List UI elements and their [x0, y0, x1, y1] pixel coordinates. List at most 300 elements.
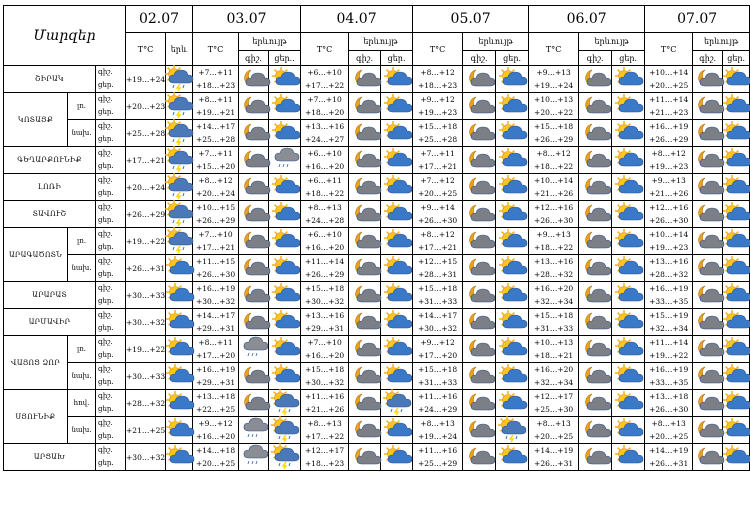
weather-icon: [693, 147, 723, 174]
moon-cloud-icon: [582, 230, 608, 252]
night-temp: +16…+19: [195, 284, 236, 293]
weather-icon: [693, 282, 723, 309]
table-row: [4, 363, 750, 390]
day-temp: +25…+30: [534, 405, 574, 414]
sun-cloud-icon: [384, 122, 410, 144]
moon-cloud-icon: [241, 122, 267, 144]
day-temp: +29…+31: [304, 324, 345, 333]
weather-icon: [349, 255, 381, 282]
table-row: [4, 417, 750, 444]
night-day-label: [96, 390, 126, 417]
sun-cloud-icon: [166, 392, 192, 414]
day-temp: +20…+24: [195, 189, 236, 198]
region-name: ԳԵՂԱՐՔՈՒՆԻՔ: [4, 147, 96, 174]
subzone-label: լռ.: [68, 336, 96, 363]
temp-range: [301, 417, 349, 444]
weather-icon: [496, 417, 529, 444]
weather-icon: [723, 309, 750, 336]
temp-range: [301, 444, 349, 471]
weather-icon: [612, 417, 645, 444]
weather-icon: [579, 147, 612, 174]
weather-icon: [579, 255, 612, 282]
day-temp: +17…+22: [304, 432, 345, 441]
region-name: ՇԻՐԱԿ: [4, 66, 96, 93]
moon-cloud-icon: [466, 419, 492, 441]
night-temp: +15…+18: [418, 122, 458, 131]
subzone-label: նախ.: [68, 255, 96, 282]
rain-cloud-icon: [241, 446, 267, 468]
first-day-temp: +19…+22: [126, 228, 166, 255]
day-temp: +18…+21: [534, 351, 574, 360]
weather-icon: [349, 147, 381, 174]
night-header: գիշ.: [579, 51, 612, 66]
region-name: ԱՐԱՐԱՏ: [4, 282, 96, 309]
day-temp: +18…+23: [304, 459, 345, 468]
temp-range: [413, 66, 463, 93]
night-temp: +15…+18: [304, 365, 345, 374]
storm-icon: [166, 95, 192, 117]
weather-icon: [463, 336, 496, 363]
temp-header: T°C: [529, 33, 579, 66]
night-temp: +10…+13: [534, 95, 574, 104]
weather-icon: [723, 66, 750, 93]
day-temp: +18…+23: [195, 81, 236, 90]
weather-icon: [579, 174, 612, 201]
day-temp: +26…+31: [534, 459, 574, 468]
moon-cloud-icon: [466, 257, 492, 279]
temp-range: [193, 336, 239, 363]
day-temp: +26…+30: [649, 405, 689, 414]
weather-icon: [349, 417, 381, 444]
subzone-label: լռ.: [68, 228, 96, 255]
night-label: գիշ.: [98, 311, 113, 319]
weather-icon: [579, 309, 612, 336]
sun-cloud-icon: [384, 176, 410, 198]
moon-cloud-icon: [582, 311, 608, 333]
sun-cloud-icon: [499, 203, 525, 225]
night-day-label: [96, 66, 126, 93]
night-temp: +8…+13: [651, 419, 686, 428]
temp-header: T°C: [301, 33, 349, 66]
temp-range: [645, 363, 693, 390]
moon-cloud-icon: [241, 392, 267, 414]
day-label: ցեր.: [98, 108, 114, 116]
temp-range: [645, 93, 693, 120]
day-temp: +15…+20: [195, 162, 236, 171]
moon-cloud-icon: [582, 176, 608, 198]
night-temp: +8…+12: [420, 230, 455, 239]
region-name: ԱՐՄԱՎԻՐ: [4, 309, 96, 336]
night-temp: +7…+12: [420, 176, 455, 185]
temp-range: [645, 444, 693, 471]
moon-cloud-icon: [466, 365, 492, 387]
weather-icon: [166, 417, 193, 444]
weather-icon: [579, 66, 612, 93]
temp-range: [413, 363, 463, 390]
weather-icon: [239, 309, 269, 336]
sun-cloud-icon: [384, 68, 410, 90]
weather-icon: [269, 174, 301, 201]
day-temp: +16…+20: [304, 243, 345, 252]
night-temp: +11…+14: [304, 257, 345, 266]
day-temp: +26…+29: [534, 135, 574, 144]
temp-range: [301, 390, 349, 417]
sun-cloud-icon: [723, 95, 749, 117]
day-temp: +32…+34: [649, 324, 689, 333]
night-temp: +10…+15: [195, 203, 236, 212]
sun-cloud-icon: [615, 311, 641, 333]
storm-icon: [166, 149, 192, 171]
sun-cloud-icon: [615, 122, 641, 144]
weather-icon: [496, 120, 529, 147]
moon-cloud-icon: [241, 284, 267, 306]
temp-range: [301, 255, 349, 282]
moon-cloud-icon: [695, 284, 721, 306]
night-temp: +8…+12: [536, 149, 571, 158]
date-header: 07.07: [645, 6, 750, 33]
date-header: 03.07: [193, 6, 301, 33]
day-temp: +19…+21: [195, 108, 236, 117]
weather-icon: [693, 363, 723, 390]
sun-cloud-icon: [272, 284, 298, 306]
temp-range: [301, 282, 349, 309]
temp-range: [529, 255, 579, 282]
sun-cloud-icon: [272, 230, 298, 252]
night-temp: +13…+16: [304, 122, 345, 131]
moon-cloud-icon: [241, 68, 267, 90]
night-temp: +7…+10: [307, 95, 342, 104]
day-temp: +16…+20: [304, 162, 345, 171]
temp-range: [301, 363, 349, 390]
sun-cloud-icon: [272, 311, 298, 333]
moon-cloud-icon: [695, 257, 721, 279]
weather-icon: [349, 444, 381, 471]
temp-range: [301, 336, 349, 363]
sun-cloud-icon: [384, 338, 410, 360]
weather-icon: [166, 336, 193, 363]
table-row: [4, 120, 750, 147]
day-temp: +18…+22: [534, 162, 574, 171]
night-label: գիշ.: [98, 230, 113, 238]
sun-cloud-icon: [384, 284, 410, 306]
sun-cloud-icon: [272, 338, 298, 360]
weather-icon: [381, 282, 413, 309]
day-temp: +32…+34: [534, 297, 574, 306]
day-label: ցեր.: [98, 243, 114, 251]
weather-icon: [381, 147, 413, 174]
weather-icon: [239, 120, 269, 147]
day-temp: +17…+21: [195, 243, 236, 252]
moon-cloud-icon: [695, 68, 721, 90]
date-header: 05.07: [413, 6, 529, 33]
sun-cloud-icon: [384, 365, 410, 387]
night-label: գիշ.: [98, 419, 113, 427]
weather-icon: [166, 66, 193, 93]
weather-icon: [239, 93, 269, 120]
day-label: ցեր.: [98, 81, 114, 89]
temp-range: [645, 390, 693, 417]
rain-cloud-icon: [241, 338, 267, 360]
night-day-label: [96, 336, 126, 363]
night-temp: +16…+20: [534, 284, 574, 293]
weather-icon: [463, 201, 496, 228]
temp-range: [193, 444, 239, 471]
first-day-temp: +26…+31: [126, 255, 166, 282]
moon-cloud-icon: [466, 446, 492, 468]
rain-cloud-icon: [241, 419, 267, 441]
storm-icon: [272, 446, 298, 468]
day-temp: +18…+22: [534, 243, 574, 252]
temp-range: [413, 201, 463, 228]
temp-range: [193, 201, 239, 228]
region-name: ԱՐՑԱԽ: [4, 444, 96, 471]
sun-cloud-icon: [384, 257, 410, 279]
first-day-temp: +25…+28: [126, 120, 166, 147]
regions-header: Մարզեր: [4, 6, 126, 66]
moon-cloud-icon: [241, 230, 267, 252]
day-temp: +28…+32: [534, 270, 574, 279]
day-temp: +20…+25: [418, 189, 458, 198]
temp-range: [529, 147, 579, 174]
sun-cloud-icon: [723, 365, 749, 387]
day-temp: +29…+31: [195, 324, 236, 333]
day-temp: +16…+20: [304, 351, 345, 360]
night-temp: +13…+16: [304, 311, 345, 320]
moon-cloud-icon: [241, 257, 267, 279]
weather-icon: [723, 174, 750, 201]
storm-icon: [272, 392, 298, 414]
moon-cloud-icon: [352, 176, 378, 198]
sun-cloud-icon: [615, 176, 641, 198]
sun-cloud-icon: [615, 68, 641, 90]
sun-cloud-icon: [499, 68, 525, 90]
night-temp: +7…+10: [307, 338, 342, 347]
sun-cloud-icon: [499, 122, 525, 144]
day-temp: +26…+30: [649, 216, 689, 225]
day-temp: +18…+22: [304, 189, 345, 198]
first-day-temp: +20…+23: [126, 93, 166, 120]
day-header: ցեր.: [496, 51, 529, 66]
moon-cloud-icon: [466, 203, 492, 225]
sun-cloud-icon: [166, 284, 192, 306]
weather-icon: [381, 444, 413, 471]
temp-range: [413, 120, 463, 147]
night-temp: +13…+16: [534, 257, 574, 266]
sun-cloud-icon: [499, 149, 525, 171]
sun-cloud-icon: [499, 284, 525, 306]
sun-cloud-icon: [499, 392, 525, 414]
weather-icon: [693, 336, 723, 363]
sun-cloud-icon: [499, 95, 525, 117]
weather-icon: [612, 228, 645, 255]
sun-cloud-icon: [615, 338, 641, 360]
night-temp: +8…+11: [198, 95, 233, 104]
sun-cloud-icon: [615, 365, 641, 387]
moon-cloud-icon: [352, 311, 378, 333]
weather-icon: [239, 363, 269, 390]
sun-cloud-icon: [723, 392, 749, 414]
forecast-table: [3, 5, 750, 471]
moon-cloud-icon: [695, 365, 721, 387]
moon-cloud-icon: [466, 338, 492, 360]
weather-icon: [166, 363, 193, 390]
temp-range: [529, 417, 579, 444]
day-label: ցեր.: [98, 405, 114, 413]
night-label: գիշ.: [98, 257, 113, 265]
weather-icon: [612, 255, 645, 282]
weather-icon: [723, 201, 750, 228]
night-temp: +12…+16: [649, 203, 689, 212]
weather-icon: [381, 120, 413, 147]
weather-icon: [579, 417, 612, 444]
table-row: [4, 66, 750, 93]
moon-cloud-icon: [582, 203, 608, 225]
night-temp: +7…+11: [198, 68, 233, 77]
night-temp: +16…+19: [649, 365, 689, 374]
weather-icon: [166, 201, 193, 228]
region-name: ԱՐԱԳԱԾՈՏՆ: [4, 228, 68, 282]
weather-icon: [269, 147, 301, 174]
weather-icon: [579, 444, 612, 471]
temp-range: [193, 417, 239, 444]
temp-header: T°C: [193, 33, 239, 66]
sun-cloud-icon: [615, 95, 641, 117]
weather-icon: [349, 174, 381, 201]
day-header: ցեր.: [612, 51, 645, 66]
weather-icon: [381, 417, 413, 444]
sun-cloud-icon: [723, 419, 749, 441]
moon-cloud-icon: [466, 392, 492, 414]
day-label: ցեր.: [98, 162, 114, 170]
day-temp: +33…+35: [649, 297, 689, 306]
night-temp: +15…+18: [534, 311, 574, 320]
weather-icon: [496, 255, 529, 282]
weather-icon: [496, 93, 529, 120]
sun-cloud-icon: [723, 149, 749, 171]
weather-icon: [723, 228, 750, 255]
sun-cloud-icon: [723, 68, 749, 90]
night-temp: +9…+13: [536, 68, 571, 77]
weather-icon: [693, 309, 723, 336]
weather-icon: [349, 66, 381, 93]
table-row: [4, 93, 750, 120]
day-temp: +26…+30: [418, 216, 458, 225]
weather-icon: [496, 174, 529, 201]
weather-icon: [349, 282, 381, 309]
day-temp: +33…+35: [649, 378, 689, 387]
weather-icon: [579, 93, 612, 120]
temp-range: [301, 201, 349, 228]
temp-range: [645, 309, 693, 336]
night-day-label: [96, 120, 126, 147]
day-temp: +19…+23: [649, 243, 689, 252]
temp-range: [645, 417, 693, 444]
weather-icon: [612, 147, 645, 174]
night-temp: +10…+14: [649, 68, 689, 77]
temp-range: [193, 147, 239, 174]
night-day-label: [96, 363, 126, 390]
day-label: ցեր.: [98, 189, 114, 197]
night-temp: +15…+18: [418, 365, 458, 374]
table-row: [4, 390, 750, 417]
weather-icon: [269, 93, 301, 120]
day-temp: +17…+21: [418, 243, 458, 252]
weather-icon: [239, 444, 269, 471]
weather-icon: [269, 363, 301, 390]
moon-cloud-icon: [695, 203, 721, 225]
weather-icon: [381, 201, 413, 228]
sun-cloud-icon: [384, 419, 410, 441]
moon-cloud-icon: [582, 419, 608, 441]
sun-cloud-icon: [166, 446, 192, 468]
first-day-temp: +30…+32: [126, 444, 166, 471]
night-temp: +16…+20: [534, 365, 574, 374]
temp-range: [645, 174, 693, 201]
night-temp: +9…+12: [198, 419, 233, 428]
day-temp: +21…+26: [304, 405, 345, 414]
day-temp: +16…+20: [195, 432, 236, 441]
night-day-label: [96, 255, 126, 282]
night-temp: +11…+16: [418, 446, 458, 455]
sun-cloud-icon: [723, 230, 749, 252]
temp-range: [413, 417, 463, 444]
night-temp: +11…+14: [649, 95, 689, 104]
moon-cloud-icon: [695, 230, 721, 252]
night-temp: +10…+13: [534, 338, 574, 347]
storm-icon: [166, 176, 192, 198]
weather-icon: [269, 120, 301, 147]
first-day-temp: +30…+32: [126, 309, 166, 336]
night-day-label: [96, 93, 126, 120]
weather-header: երևույթ: [579, 33, 645, 51]
temp-range: [413, 390, 463, 417]
weather-icon: [463, 309, 496, 336]
day-temp: +21…+23: [649, 108, 689, 117]
moon-cloud-icon: [582, 95, 608, 117]
storm-icon: [166, 122, 192, 144]
sun-cloud-icon: [615, 419, 641, 441]
sun-cloud-icon: [723, 311, 749, 333]
temp-range: [413, 228, 463, 255]
weather-icon: [723, 444, 750, 471]
temp-range: [529, 93, 579, 120]
day-temp: +20…+25: [649, 432, 689, 441]
night-temp: +8…+13: [307, 419, 342, 428]
night-temp: +6…+10: [307, 149, 342, 158]
sun-cloud-icon: [499, 176, 525, 198]
night-day-label: [96, 282, 126, 309]
moon-cloud-icon: [695, 311, 721, 333]
day-temp: +21…+26: [649, 189, 689, 198]
weather-icon: [381, 228, 413, 255]
first-day-temp: +30…+33: [126, 282, 166, 309]
weather-icon: [269, 228, 301, 255]
weather-icon: [349, 309, 381, 336]
sun-cloud-icon: [166, 257, 192, 279]
night-label: գիշ.: [98, 365, 113, 373]
weather-icon: [463, 255, 496, 282]
sun-cloud-icon: [272, 203, 298, 225]
weather-icon: [496, 282, 529, 309]
table-row: [4, 147, 750, 174]
night-temp: +7…+11: [420, 149, 455, 158]
weather-icon: [612, 120, 645, 147]
moon-cloud-icon: [582, 68, 608, 90]
storm-icon: [272, 419, 298, 441]
weather-icon: [612, 282, 645, 309]
day-temp: +29…+31: [195, 378, 236, 387]
weather-icon: [693, 201, 723, 228]
